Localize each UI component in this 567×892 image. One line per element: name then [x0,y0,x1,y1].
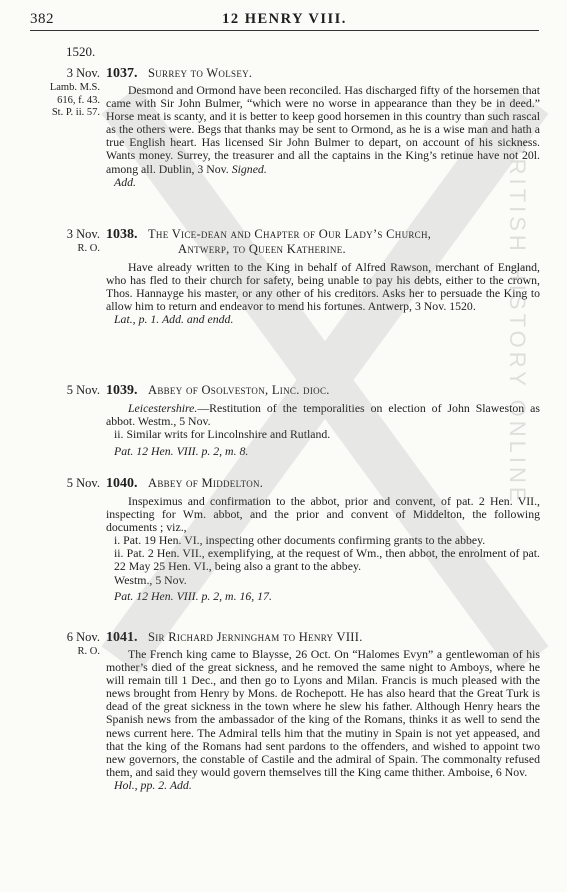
entry-body [106,261,540,326]
entry-number: 1039. [106,383,138,398]
entry-margin [30,66,100,120]
entry-refs [30,82,100,120]
entry-body [106,648,540,792]
watermark-text: BRITISH HISTORY ONLINE [505,140,530,506]
entry-number: 1041. [106,630,138,645]
entry-endnote: Pat. 12 Hen. VIII. p. 2, m. 16, 17. [114,588,272,603]
entry-item: i. Pat. 19 Hen. VI., inspecting other documents confirming grants to the abbey. [114,533,486,548]
entry-date: 3 Nov. [66,227,100,241]
entry-title [148,227,540,257]
entry-number: 1040. [106,476,138,491]
entry-body [106,402,540,458]
entry-place: Westm., 5 Nov. [114,572,187,587]
entry-body [106,84,540,189]
entry-date: 6 Nov. [66,630,100,644]
entry-margin [30,476,100,491]
entry-margin [30,630,100,659]
entry-date: 5 Nov. [66,383,100,397]
entry-endnote: Hol., pp. 2. Add. [114,777,192,792]
entry-endnote: Lat., p. 1. Add. and endd. [114,312,234,327]
entry-lead: Leicestershire. [128,401,198,415]
ref-line: R. O. [77,243,100,254]
entry-text: —Restitution of the temporalities on election of John Slaweston as abbot. Westm., 5 Nov. [106,401,540,429]
running-head [30,8,539,31]
page-number: 382 [30,11,54,27]
entry-item: ii. Similar writs for Lincolnshire and Rutland. [114,427,331,442]
entry-title-line: Antwerp, to Queen Katherine. [178,242,346,256]
ref-line: Lamb. M.S. [49,82,100,93]
entry-text: The French king came to Blaysse, 26 Oct. On “Halomes Evyn” a gentlewoman of his mother’s died of the great sickness, and he removed the same night to Amboys, where he will remain till 1 Dec., and then go to Lyons and Milan. Francis is much pleased with the news brought from Henry by Mons. de Rochepott. He has also heard that the Great Turk is dead of the great sickness in the town where he slew his father. Although Henry hears the Spanish news from the ambassador of the king of the Romans, thinks it as well to send the news current here. The Admiral tells him that the mutiny in Spain is not yet appeased, and that the king of the Romans had sent pardons to the offenders, and wished to appoint two new governors, the constable of Castile and the admiral of Spain. The commonalty refused them, and said they would govern themselves till the King came thither. Amboise, 6 Nov. [106,647,540,779]
ref-line: 616, f. 43. [57,94,100,106]
entry-margin [30,383,100,398]
entry-number: 1038. [106,227,138,242]
entry-text: Desmond and Ormond have been reconciled. Has discharged fifty of the horsemen that came with Sir John Bulmer, “which were no worse in appearance than they be in deed.” Horse meat is scanty, and it is better to keep good horsemen in this country than such rascal as the others were. Begs that thanks may be sent to Ormond, as he is a wise man and hath a true English heart. Has licensed Sir John Bulmer to depart, on account of his sickness. Wants money. Surrey, the treasurer and all the captains in the King’s retinue have not 20l. among all. Dublin, 3 Nov. [106,83,540,176]
entry-title: Sir Richard Jerningham to Henry VIII. [148,630,363,644]
ref-line: R. O. [77,646,100,657]
entry-refs [30,243,100,256]
entry-endnote: Pat. 12 Hen. VIII. p. 2, m. 8. [114,444,249,459]
page-header-title: 12 HENRY VIII. [222,11,347,27]
entry-title: Abbey of Middelton. [148,476,264,490]
entry-title-line: The Vice-dean and Chapter of Our Lady’s Church, [148,227,432,241]
entry-text: Have already written to the King in behalf of Alfred Rawson, merchant of England, who has fled to their church for safety, being unable to pay his debts, either to the crown, Thos. Hannayge his master, or any other of his creditors. Asks her to persuade the King to allow him to return and endeavor to mend his fortunes. Antwerp, 3 Nov. 1520. [106,260,540,314]
signed-note: Signed. [231,161,267,176]
entry-text: Inspeximus and confirmation to the abbot, prior and convent, of pat. 2 Hen. VII., inspecting for Wm. abbot, and the prior and convent of Middelton, the following documents ; viz., [106,494,540,535]
entry-date: 3 Nov. [66,66,100,80]
entry-body [106,495,540,603]
entry-title: Surrey to Wolsey. [148,66,253,80]
entry-refs [30,646,100,659]
entry-date: 5 Nov. [66,476,100,490]
year-label: 1520. [66,44,96,59]
entry-number: 1037. [106,66,138,81]
entry-margin [30,227,100,256]
ref-line: St. P. ii. 57. [51,107,100,119]
entry-endnote: Add. [114,174,136,189]
entry-item: ii. Pat. 2 Hen. VII., exemplifying, at the request of Wm., then abbot, the enrolment of pat. 22 May 25 Hen. VI., being also a grant to the abbey. [114,546,540,574]
entry-title: Abbey of Osolveston, Linc. dioc. [148,383,330,397]
